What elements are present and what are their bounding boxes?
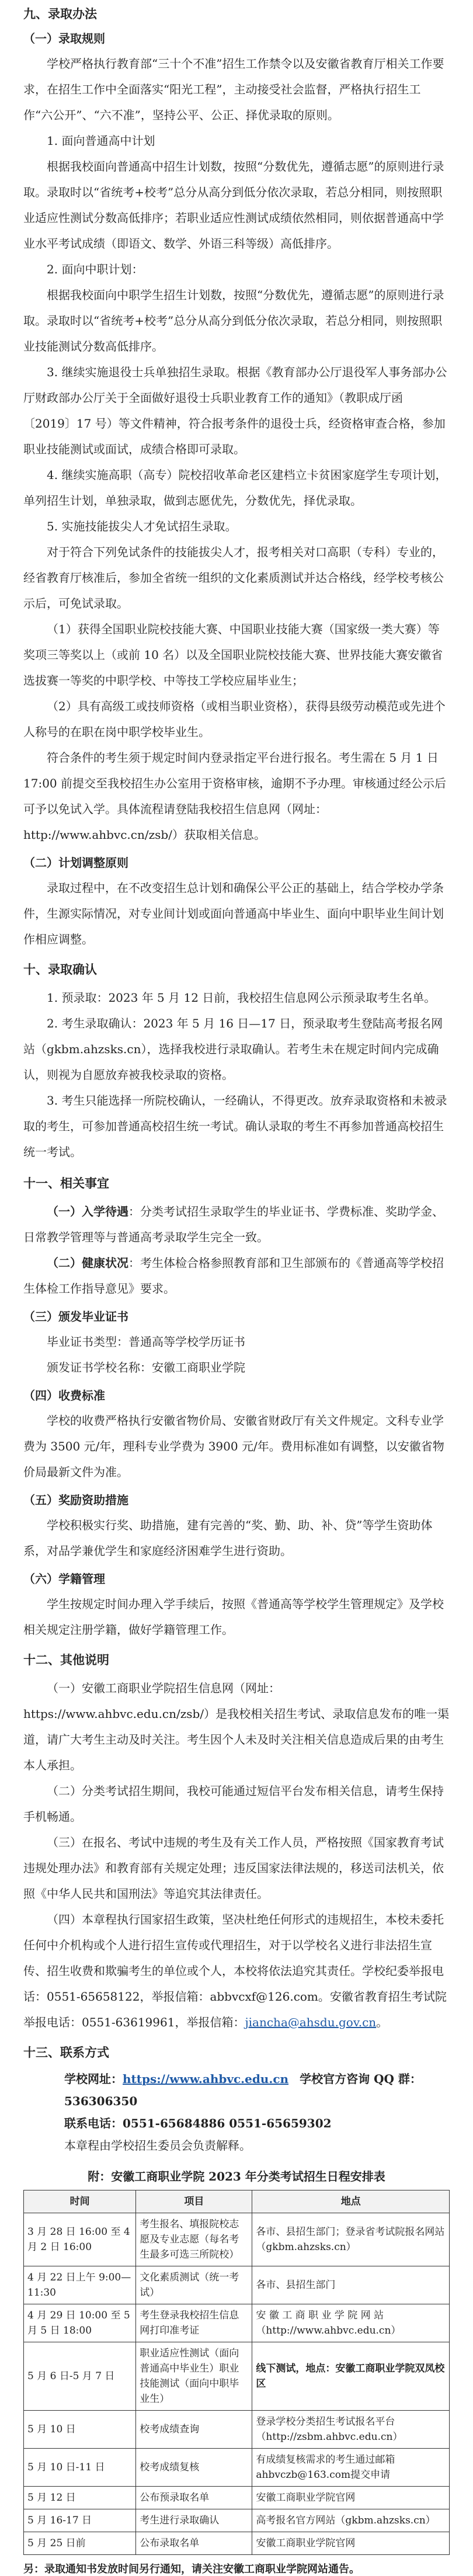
confirm-p1: 1. 预录取：2023 年 5 月 12 日前，我校招生信息网公示预录取考生名单。 xyxy=(47,991,436,1005)
aid-heading: （五）奖励资助措施 xyxy=(23,1493,128,1507)
row-time: 5 月 6 日-5 月 7 日 xyxy=(24,2342,136,2411)
row-time: 5 月 12 日 xyxy=(24,2487,136,2509)
management-heading: （六）学籍管理 xyxy=(23,1572,105,1586)
row-time: 5 月 10 日 xyxy=(24,2411,136,2449)
qq-value: 536306350 xyxy=(64,2094,138,2108)
section9-title: 九、录取办法 xyxy=(23,6,97,21)
schedule-header-row xyxy=(24,2190,450,2213)
schedule-table xyxy=(23,2190,450,2555)
entrance-text: 分类考试招生录取学生的毕业证书、学费标准、奖助学金、日常教学管理等与普通高考录取学生完全一致。 xyxy=(23,1204,444,1244)
admission-intro: 学校严格执行教育部“三十个不准”招生工作禁令以及安徽省教育厅相关工作要求，在招生工作中全面落实“阳光工程”，主动接受社会监督，严格执行招生工作“六公开”、“六不准”，坚持公平、公正、择优录取的原则。 xyxy=(23,57,444,122)
health-heading: （二）健康状况 xyxy=(47,1256,128,1270)
other-p2: （二）分类考试招生期间，我校可能通过短信平台发布相关信息，请考生保持手机畅通。 xyxy=(23,1784,444,1824)
table-row xyxy=(24,2487,450,2509)
row-time: 5 月 25 日前 xyxy=(24,2532,136,2555)
row-item: 校考成绩复核 xyxy=(136,2449,252,2487)
website-link[interactable]: https://www.ahbvc.edu.cn xyxy=(123,2072,289,2086)
aid-text: 学校积极实行奖、助措施，建有完善的“奖、勤、助、补、贷”等学生资助体系，对品学兼优学生和家庭经济困难学生进行资助。 xyxy=(23,1518,433,1558)
section11-title: 十一、相关事宜 xyxy=(23,1176,109,1190)
item5-text4: 符合条件的考生须于规定时间内登录指定平台进行报名。考生需在 5 月 1 日 17:00 前提交至我校招生办公室用于资格审核，逾期不予办理。审核通过经公示后可予以免试入学。具体流程请登陆我校招生信息网（网址：http://www.ahbvc.cn/zsb/）获取相关信息。 xyxy=(23,751,446,842)
contact-note-row xyxy=(64,2134,450,2157)
item5-text3: （2）具有高级工或技师资格（或相当职业资格），获得县级劳动模范或先进个人称号的在职在岗中职学校毕业生。 xyxy=(23,699,446,739)
diploma-line1: 毕业证书类型：普通高等学校学历证书 xyxy=(47,1335,245,1349)
item4-text: 4. 继续实施高职（高专）院校招收革命老区建档立卡贫困家庭学生专项计划，单列招生计划，单独录取，做到志愿优先，分数优先，择优录取。 xyxy=(23,468,447,508)
row-item: 公布预录取名单 xyxy=(136,2487,252,2509)
header-time: 时间 xyxy=(24,2190,136,2213)
qq-label: 学校官方咨询 QQ 群： xyxy=(300,2072,422,2086)
row-place: 各市、县招生部门 xyxy=(252,2266,450,2304)
row-place: 登录学校分类招生考试报名平台（http://zsbm.ahbvc.edu.cn） xyxy=(252,2411,450,2449)
row-time: 4 月 22 日上午 9:00—11:30 xyxy=(24,2266,136,2304)
row-item: 考生登录我校招生信息网打印准考证 xyxy=(136,2304,252,2342)
section13-title: 十三、联系方式 xyxy=(23,2045,109,2060)
row-time: 5 月 10 日-11 日 xyxy=(24,2449,136,2487)
row-time: 5 月 16-17 日 xyxy=(24,2509,136,2532)
table-row xyxy=(24,2342,450,2411)
contact-phone-row xyxy=(64,2112,450,2134)
item5-text1: 对于符合下列免试条件的技能拔尖人才，报考相关对口高职（专科）专业的，经省教育厅核准后，参加全省统一组织的文化素质测试并达合格线，经学校考核公示后，可免试录取。 xyxy=(23,545,444,610)
management-text: 学生按规定时间办理入学手续后，按照《普通高等学校学生管理规定》及学校相关规定注册学籍，做好学籍管理工作。 xyxy=(23,1597,444,1637)
row-item: 校考成绩查询 xyxy=(136,2411,252,2449)
confirm-title: 十、录取确认 xyxy=(23,962,97,977)
other-p4: （四）本章程执行国家招生政策，坚决杜绝任何形式的违规招生，本校未委托任何中介机构或个人进行招生宣传或代理招生，对于以学校名义进行非法招生宣传、招生收费和欺骗考生的单位或个人，本校将依法追究其责任。学校纪委举报电话：0551-65658122，举报信箱：abbvcxf@126.com。安徽省教育招生考试院举报电话：0551-63619961，举报信箱： xyxy=(23,1912,447,2029)
row-place: 安 徽 工 商 职 业 学 院 网 站（http://www.ahbvc.edu.cn） xyxy=(252,2304,450,2342)
row-place: 线下测试，地点：安徽工商职业学院双凤校区 xyxy=(252,2342,450,2411)
row-place: 各市、县招生部门；登录省考试院报名网站（gkbm.ahzsks.cn） xyxy=(252,2213,450,2266)
header-item: 项目 xyxy=(136,2190,252,2213)
report-email-link[interactable]: jiancha@ahsdu.gov.cn xyxy=(245,2015,377,2029)
item5-text2: （1）获得全国职业院校技能大赛、中国职业技能大赛（国家级一类大赛）等奖项三等奖以上（或前 10 名）以及全国职业院校技能大赛、世界技能大赛安徽省选拔赛一等奖的中职学校、中等技工学校应届毕业生； xyxy=(23,622,443,688)
item2-title: 2. 面向中职计划： xyxy=(47,262,144,276)
other-p3: （三）在报名、考试中违规的考生及有关工作人员，严格按照《国家教育考试违规处理办法》和教育部有关规定处理；违反国家法律法规的，移送司法机关，依照《中华人民共和国刑法》等追究其法律责任。 xyxy=(23,1835,444,1901)
row-item: 考生进行录取确认 xyxy=(136,2509,252,2532)
row-time: 4 月 29 日 10:00 至 5 月 5 日 18:00 xyxy=(24,2304,136,2342)
row-item: 文化素质测试（统一考试） xyxy=(136,2266,252,2304)
table-row xyxy=(24,2213,450,2266)
item1-text: 根据我校面向普通高中招生计划数，按照“分数优先，遵循志愿”的原则进行录取。录取时以“省统考+校考”总分从高分到低分依次录取，若总分相同，则按照职业适应性测试分数高低排序；若职业适应性测试成绩依然相同，则依据普通高中学业水平考试成绩（即语文、数学、外语三科等级）高低排序。 xyxy=(23,159,444,251)
other-p4-suffix: 。 xyxy=(376,2015,388,2029)
confirm-p3: 3. 考生只能选择一所院校确认，一经确认，不得更改。放弃录取资格和未被录取的考生，可参加普通高校招生统一考试。确认录取的考生不再参加普通高校招生统一考试。 xyxy=(23,1093,447,1159)
table-row xyxy=(24,2509,450,2532)
row-place: 有成绩复核需求的考生通过邮箱ahbvczb@163.com提交申请 xyxy=(252,2449,450,2487)
phone-value: 0551-65684886 0551-65659302 xyxy=(123,2116,332,2130)
item1-title: 1. 面向普通高中计划 xyxy=(47,134,155,148)
entrance-heading: （一）入学待遇 xyxy=(47,1204,128,1218)
table-row xyxy=(24,2449,450,2487)
appendix-title: 附：安徽工商职业学院 2023 年分类考试招生日程安排表 xyxy=(88,2169,385,2183)
header-place: 地点 xyxy=(252,2190,450,2213)
health-paragraph: （二）健康状况：考生体检合格参照教育部和卫生部颁布的《普通高等学校招生体检工作指导意见》要求。 xyxy=(23,1256,444,1296)
other-p1: （一）安徽工商职业学院招生信息网（网址：https://www.ahbvc.edu.cn/zsb/）是我校相关招生考试、录取信息发布的唯一渠道，请广大考生主动及时关注。考生因个人未及时关注相关信息造成后果的由考生本人承担。 xyxy=(23,1681,450,1772)
entrance-paragraph: （一）入学待遇：分类考试招生录取学生的毕业证书、学费标准、奖助学金、日常教学管理等与普通高考录取学生完全一致。 xyxy=(23,1204,444,1244)
table-row xyxy=(24,2304,450,2342)
item2-text: 根据我校面向中职学生招生计划数，按照“分数优先，遵循志愿”的原则进行录取。录取时以“省统考+校考”总分从高分到低分依次录取，若总分相同，则按照职业技能测试分数高低排序。 xyxy=(23,288,444,353)
row-item: 公布录取名单 xyxy=(136,2532,252,2555)
fees-text: 学校的收费严格执行安徽省物价局、安徽省财政厅有关文件规定。文科专业学费为 3500 元/年，理科专业学费为 3900 元/年。费用标准如有调整，以安徽省物价局最新文件为准。 xyxy=(23,1414,444,1479)
admission-principles-heading: （一）录取规则 xyxy=(23,32,105,46)
row-place: 安徽工商职业学院官网 xyxy=(252,2487,450,2509)
section12-title: 十二、其他说明 xyxy=(23,1652,109,1667)
contact-website-row xyxy=(64,2068,450,2112)
plan-adjust-text: 录取过程中，在不改变招生总计划和确保公平公正的基础上，结合学校办学条件，生源实际情况，对专业间计划或面向普通高中毕业生、面向中职毕业生间计划作相应调整。 xyxy=(23,881,444,946)
table-row xyxy=(24,2266,450,2304)
health-text: 考生体检合格参照教育部和卫生部颁布的《普通高等学校招生体检工作指导意见》要求。 xyxy=(23,1256,444,1296)
item5-title: 5. 实施技能拔尖人才免试招生录取。 xyxy=(47,519,237,533)
row-time: 3 月 28 日 16:00 至 4 月 2 日 16:00 xyxy=(24,2213,136,2266)
row-place: 高考报名官方网站（gkbm.ahzsks.cn） xyxy=(252,2509,450,2532)
item3-text: 3. 继续实施退役士兵单独招生录取。根据《教育部办公厅退役军人事务部办公厅财政部办公厅关于全面做好退役士兵职业教育工作的通知》（教职成厅函〔2019〕17 号）等文件精神，符合报考条件的退役士兵，经资格审查合格，参加职业技能测试或面试，成绩合格即可录取。 xyxy=(23,365,447,456)
phone-label: 联系电话： xyxy=(64,2116,123,2130)
table-row xyxy=(24,2532,450,2555)
plan-adjust-heading: （二）计划调整原则 xyxy=(23,856,128,870)
other-p4-paragraph xyxy=(23,1907,450,2035)
final-note: 本章程由学校招生委员会负责解释。 xyxy=(64,2138,251,2153)
table-row xyxy=(24,2411,450,2449)
row-item: 职业适应性测试（面向普通高中毕业生）职业技能测试（面向中职毕业生） xyxy=(136,2342,252,2411)
row-item: 考生报名、填报院校志愿及专业志愿（每名考生最多可选三所院校） xyxy=(136,2213,252,2266)
confirm-p2: 2. 考生录取确认：2023 年 5 月 16 日—17 日，预录取考生登陆高考报名网站（gkbm.ahzsks.cn），选择我校进行录取确认。若考生未在规定时间内完成确认，则视为自愿放弃被我校录取的资格。 xyxy=(23,1016,443,1082)
appendix-note: 另：录取通知书发放时间另行通知，请关注安徽工商职业学院网站通告。 xyxy=(23,2563,360,2575)
row-place: 安徽工商职业学院官网 xyxy=(252,2532,450,2555)
website-label: 学校网址： xyxy=(64,2072,123,2086)
diploma-heading: （三）颁发毕业证书 xyxy=(23,1310,128,1324)
diploma-line2: 颁发证书学校名称：安徽工商职业学院 xyxy=(47,1360,245,1374)
fees-heading: （四）收费标准 xyxy=(23,1388,105,1402)
